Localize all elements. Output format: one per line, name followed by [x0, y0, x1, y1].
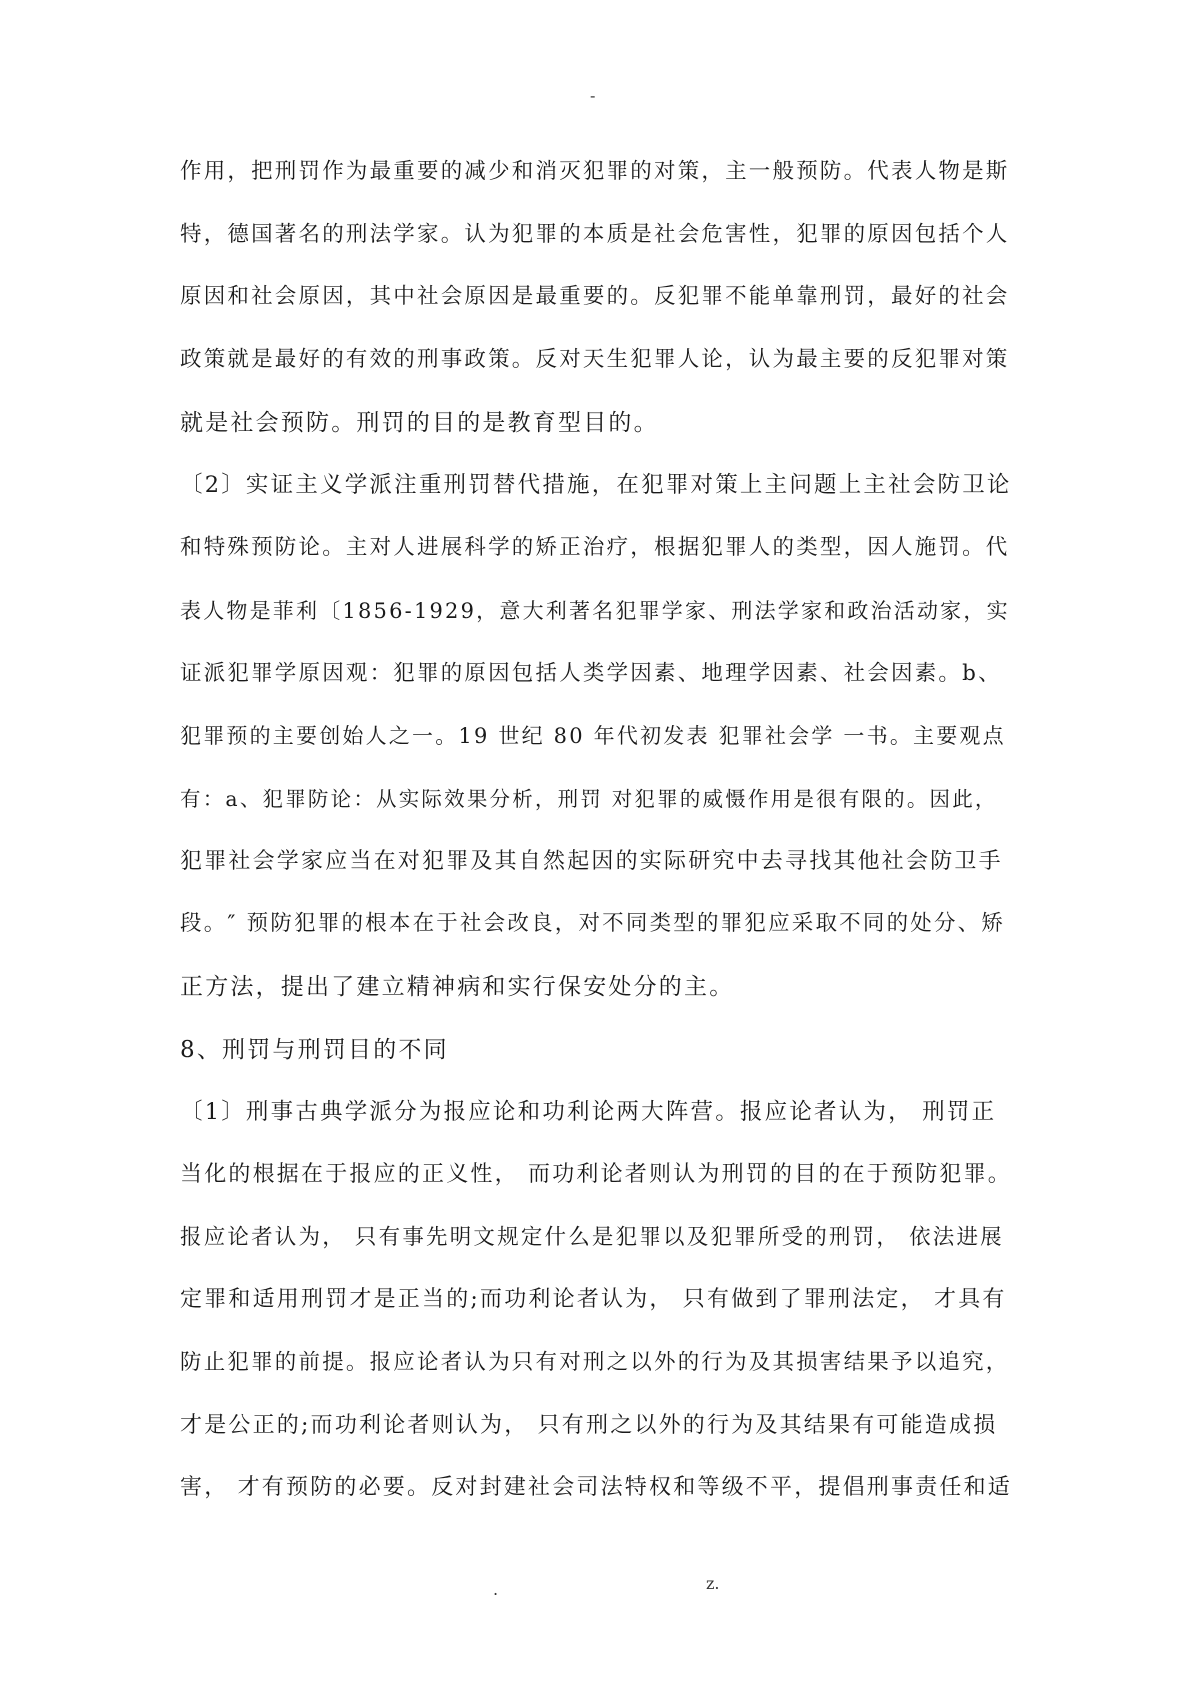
- text-line: 证派犯罪学原因观：犯罪的原因包括人类学因素、地理学因素、社会因素。b、: [180, 660, 1002, 686]
- text-line: 正方法，提出了建立精神病和实行保安处分的主。: [180, 973, 735, 1000]
- text-line: 害， 才有预防的必要。反对封建社会司法特权和等级不平，提倡刑事责任和适: [180, 1475, 1012, 1501]
- text-line: 段。″ 预防犯罪的根本在于社会改良，对不同类型的罪犯应采取不同的处分、矫: [180, 911, 1006, 937]
- text-line: 政策就是最好的有效的刑事政策。反对天生犯罪人论，认为最主要的反犯罪对策: [180, 347, 1010, 373]
- text-line: 作用，把刑罚作为最重要的减少和消灭犯罪的对策，主一般预防。代表人物是斯: [180, 159, 1010, 184]
- text-line: 才是公正的;而功利论者则认为， 只有刑之以外的行为及其结果有可能造成损: [180, 1412, 998, 1438]
- text-line: 〔1〕刑事古典学派分为报应论和功利论两大阵营。报应论者认为， 刑罚正: [180, 1099, 997, 1126]
- text-line: 表人物是菲利〔1856-1929，意大利著名犯罪学家、刑法学家和政治活动家，实: [180, 598, 1010, 623]
- text-line: 〔2〕实证主义学派注重刑罚替代措施，在犯罪对策上主问题上主社会防卫论: [180, 472, 1012, 499]
- header-mark: -: [590, 86, 596, 105]
- text-line: 特，德国著名的刑法学家。认为犯罪的本质是社会危害性，犯罪的原因包括个人: [180, 221, 1010, 247]
- text-line: 和特殊预防论。主对人进展科学的矫正治疗，根据犯罪人的类型，因人施罚。代: [180, 535, 1010, 561]
- text-line: 报应论者认为， 只有事先明文规定什么是犯罪以及犯罪所受的刑罚， 依法进展: [180, 1224, 1004, 1250]
- text-line: 犯罪社会学家应当在对犯罪及其自然起因的实际研究中去寻找其他社会防卫手: [180, 848, 1003, 874]
- text-line: 犯罪预的主要创始人之一。19 世纪 80 年代初发表 犯罪社会学 一书。主要观点: [180, 724, 1006, 749]
- text-line: 就是社会预防。刑罚的目的是教育型目的。: [180, 409, 659, 436]
- text-line: 当化的根据在于报应的正义性， 而功利论者则认为刑罚的目的在于预防犯罪。: [180, 1162, 1012, 1187]
- text-line: 定罪和适用刑罚才是正当的;而功利论者认为， 只有做到了罪刑法定， 才具有: [180, 1287, 1007, 1313]
- text-line: 8、刑罚与刑罚目的不同: [180, 1036, 449, 1063]
- text-line: 原因和社会原因，其中社会原因是最重要的。反犯罪不能单靠刑罚，最好的社会: [180, 284, 1010, 310]
- footer-right-mark: z.: [706, 1574, 720, 1593]
- body-text: [180, 150, 1012, 1529]
- text-line: 有：a、犯罪防论：从实际效果分析，刑罚 对犯罪的威慑作用是很有限的。因此，: [180, 786, 998, 811]
- footer-left-mark: .: [493, 1580, 499, 1599]
- text-line: 防止犯罪的前提。报应论者认为只有对刑之以外的行为及其损害结果予以追究，: [180, 1350, 1010, 1376]
